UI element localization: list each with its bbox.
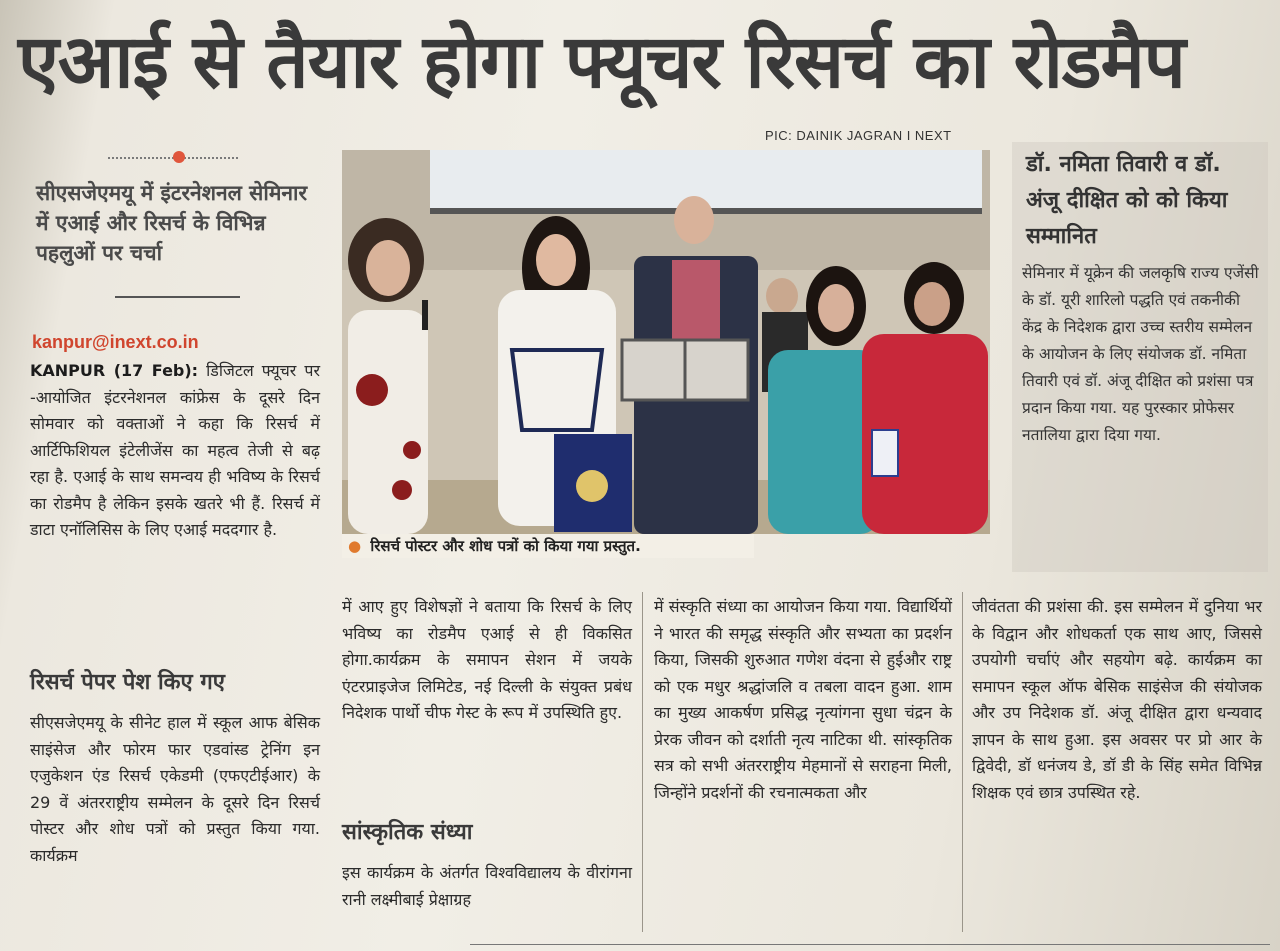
subheading: सीएसजेएमयू में इंटरनेशनल सेमिनार में एआई और रिसर्च के विभिन्न पहलुओं पर चर्चा	[36, 181, 308, 265]
column-divider	[962, 592, 963, 932]
research-paragraph: सीएसजेएमयू के सीनेट हाल में स्कूल आफ बेसिक साइंसेज और फोरम फार एडवांस्ड ट्रेनिंग इन एजुकेशन एंड रिसर्च एकेडमी (एफएटीईआर) के 29 वें अंतरराष्ट्रीय सम्मेलन के दूसरे दिन रिसर्च पोस्टर और शोध पत्रों को प्रस्तुत किया गया. कार्यक्रम	[30, 713, 320, 865]
divider-ornament	[108, 150, 238, 164]
subheading-rule	[115, 296, 240, 298]
headline: एआई से तैयार होगा फ्यूचर रिसर्च का रोडमैप	[18, 19, 1185, 105]
photo-credit: PIC: DAINIK JAGRAN I NEXT	[765, 128, 952, 143]
section-heading-cultural: सांस्कृतिक संध्या	[342, 820, 473, 845]
photo-caption	[342, 534, 754, 558]
red-dot-icon	[173, 151, 185, 163]
column-4-paragraph: जीवंतता की प्रशंसा की. इस सम्मेलन में दुनिया भर के विद्वान और शोधकर्ता एक साथ आए, जिससे उपयोगी चर्चाएं और सहयोग बढ़े. कार्यक्रम का समापन स्कूल ऑफ बेसिक साइंसेज की संयोजक और उप निदेशक डॉ. अंजू दीक्षित द्वारा धन्यवाद ज्ञापन के साथ हुआ. इस अवसर पर प्रो आर के द्विवेदी, डॉ धनंजय डे, डॉ डी के सिंह समेत विभिन्न शिक्षक एवं छात्र उपस्थित रहे.	[972, 597, 1262, 802]
column-divider	[642, 592, 643, 932]
reporter-email: kanpur@inext.co.in	[32, 332, 199, 352]
article-intro	[30, 358, 320, 544]
section-heading-research: रिसर्च पेपर पेश किए गए	[30, 670, 225, 695]
bottom-rule	[470, 944, 1270, 945]
intro-paragraph: डिजिटल फ्यूचर पर -आयोजित इंटरनेशनल कांफ्रेस के दूसरे दिन सोमवार को वक्ताओं ने कहा कि रिसर्च में आर्टिफिशियल इंटेलीजेंस का महत्व तेजी से बढ़ रहा है. एआई के साथ समन्वय ही भविष्य के रिसर्च का रोडमैप है लेकिन इसके खतरे भी हैं. रिसर्च में डाटा एनॉलिसिस के लिए एआई मददगार है.	[30, 361, 320, 539]
sidebar-title: डॉ. नमिता तिवारी व डॉ. अंजू दीक्षित को को किया सम्मानित	[1026, 152, 1228, 249]
column-3-paragraph: में संस्कृति संध्या का आयोजन किया गया. विद्यार्थियों ने भारत की समृद्ध संस्कृति और सभ्यता का प्रदर्शन किया, जिसकी शुरुआत गणेश वंदना से हुईऔर राष्ट्र को एक मधुर श्रद्धांजलि व तबला वादन हुआ. शाम का मुख्य आकर्षण प्रसिद्ध नृत्यांगना सुधा चंद्रन के प्रेरक जीवन को दर्शाती नृत्य नाटिका थी. सांस्कृतिक सत्र को सभी अंतरराष्ट्रीय मेहमानों से सराहना मिली, जिन्होंने प्रदर्शनों की रचनात्मकता और	[654, 597, 952, 802]
cultural-paragraph: इस कार्यक्रम के अंतर्गत विश्वविद्यालय के वीरांगना रानी लक्ष्मीबाई प्रेक्षाग्रह	[342, 863, 632, 909]
news-photo	[342, 150, 990, 534]
sidebar-body: सेमिनार में यूक्रेन की जलकृषि राज्य एजेंसी के डॉ. यूरी शारिलो पद्धति एवं तकनीकी केंद्र के निदेशक द्वारा उच्च स्तरीय सम्मेलन के आयोजन के लिए संयोजक डॉ. नमिता तिवारी एवं डॉ. अंजू दीक्षित को प्रशंसा पत्र प्रदान किया गया. यह पुरस्कार प्रोफेसर नतालिया द्वारा दिया गया.	[1022, 264, 1259, 444]
dateline: KANPUR (17 Feb):	[30, 361, 199, 380]
column-2-paragraph: में आए हुए विशेषज्ञों ने बताया कि रिसर्च के लिए भविष्य का रोडमैप एआई से ही विकसित होगा.कार्यक्रम के समापन सेशन में जयके एंटरप्राइजेज लिमिटेड, नई दिल्ली के संयुक्त प्रबंध निदेशक पार्थो चीफ गेस्ट के रूप में उपस्थिति हुए.	[342, 597, 632, 722]
photo-caption-text: रिसर्च पोस्टर और शोध पत्रों को किया गया प्रस्तुत.	[370, 537, 641, 555]
event-photo-illustration	[342, 150, 990, 534]
bullet-icon: ●	[348, 537, 362, 555]
